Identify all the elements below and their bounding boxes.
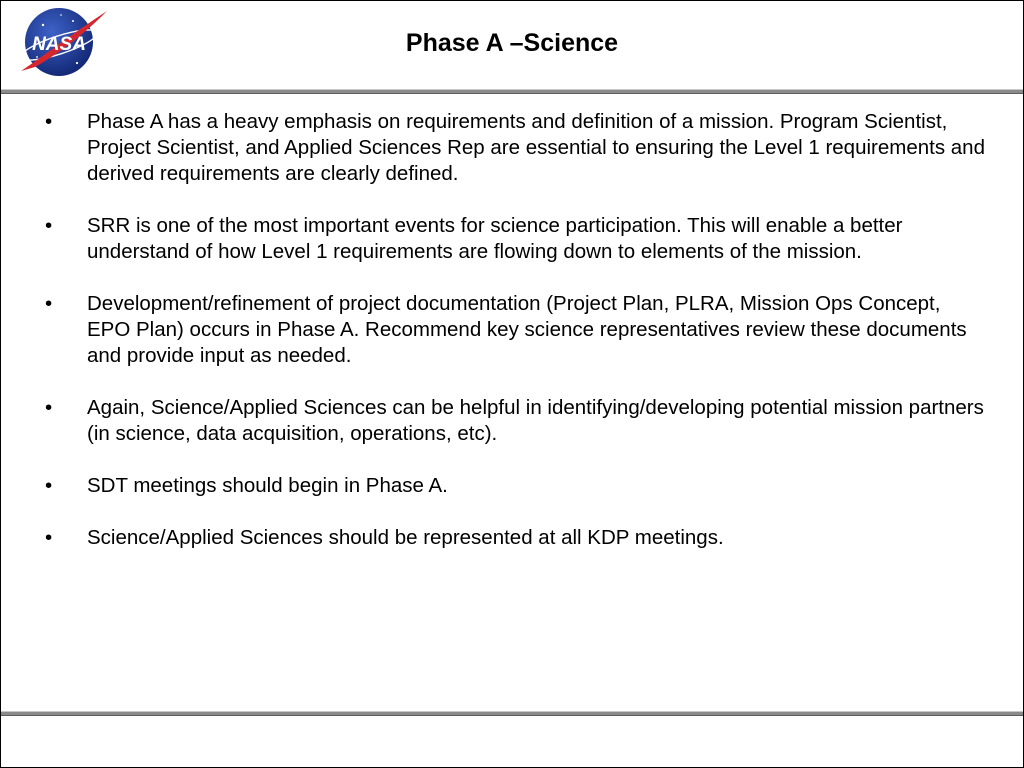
bullet-icon: • [45, 396, 53, 419]
bullet-text: SDT meetings should begin in Phase A. [87, 474, 448, 497]
bullet-text: SRR is one of the most important events for science participation. This will enable a better understand of how Level 1 requirements are flowing down to elements of the mission. [87, 214, 903, 263]
bullet-text: Phase A has a heavy emphasis on requirements and definition of a mission. Program Scientist, Project Scientist, and Applied Sciences Rep are essential to ensuring the Level 1 requirements and derived requirements are clearly defined. [87, 110, 985, 185]
bullet-icon: • [45, 110, 53, 133]
slide-body [45, 109, 985, 577]
bullet-item [45, 473, 985, 499]
bullet-icon: • [45, 292, 53, 315]
bullet-item [45, 525, 985, 551]
footer-divider [1, 711, 1023, 716]
bullet-icon: • [45, 474, 53, 497]
nasa-logo-text: NASA [32, 34, 86, 55]
bullet-text: Development/refinement of project documentation (Project Plan, PLRA, Mission Ops Concept, EPO Plan) occurs in Phase A. Recommend key science representatives review these documents and provide input as needed. [87, 292, 967, 367]
bullet-list [45, 109, 985, 551]
bullet-text: Again, Science/Applied Sciences can be helpful in identifying/developing potential mission partners (in science, data acquisition, operations, etc). [87, 396, 984, 445]
bullet-text: Science/Applied Sciences should be represented at all KDP meetings. [87, 526, 724, 549]
bullet-item [45, 213, 985, 265]
bullet-item [45, 291, 985, 369]
header-divider [1, 89, 1023, 94]
bullet-item [45, 395, 985, 447]
bullet-icon: • [45, 526, 53, 549]
slide-title: Phase A –Science [405, 29, 619, 57]
bullet-item [45, 109, 985, 187]
slide-header [1, 1, 1023, 89]
bullet-icon: • [45, 214, 53, 237]
